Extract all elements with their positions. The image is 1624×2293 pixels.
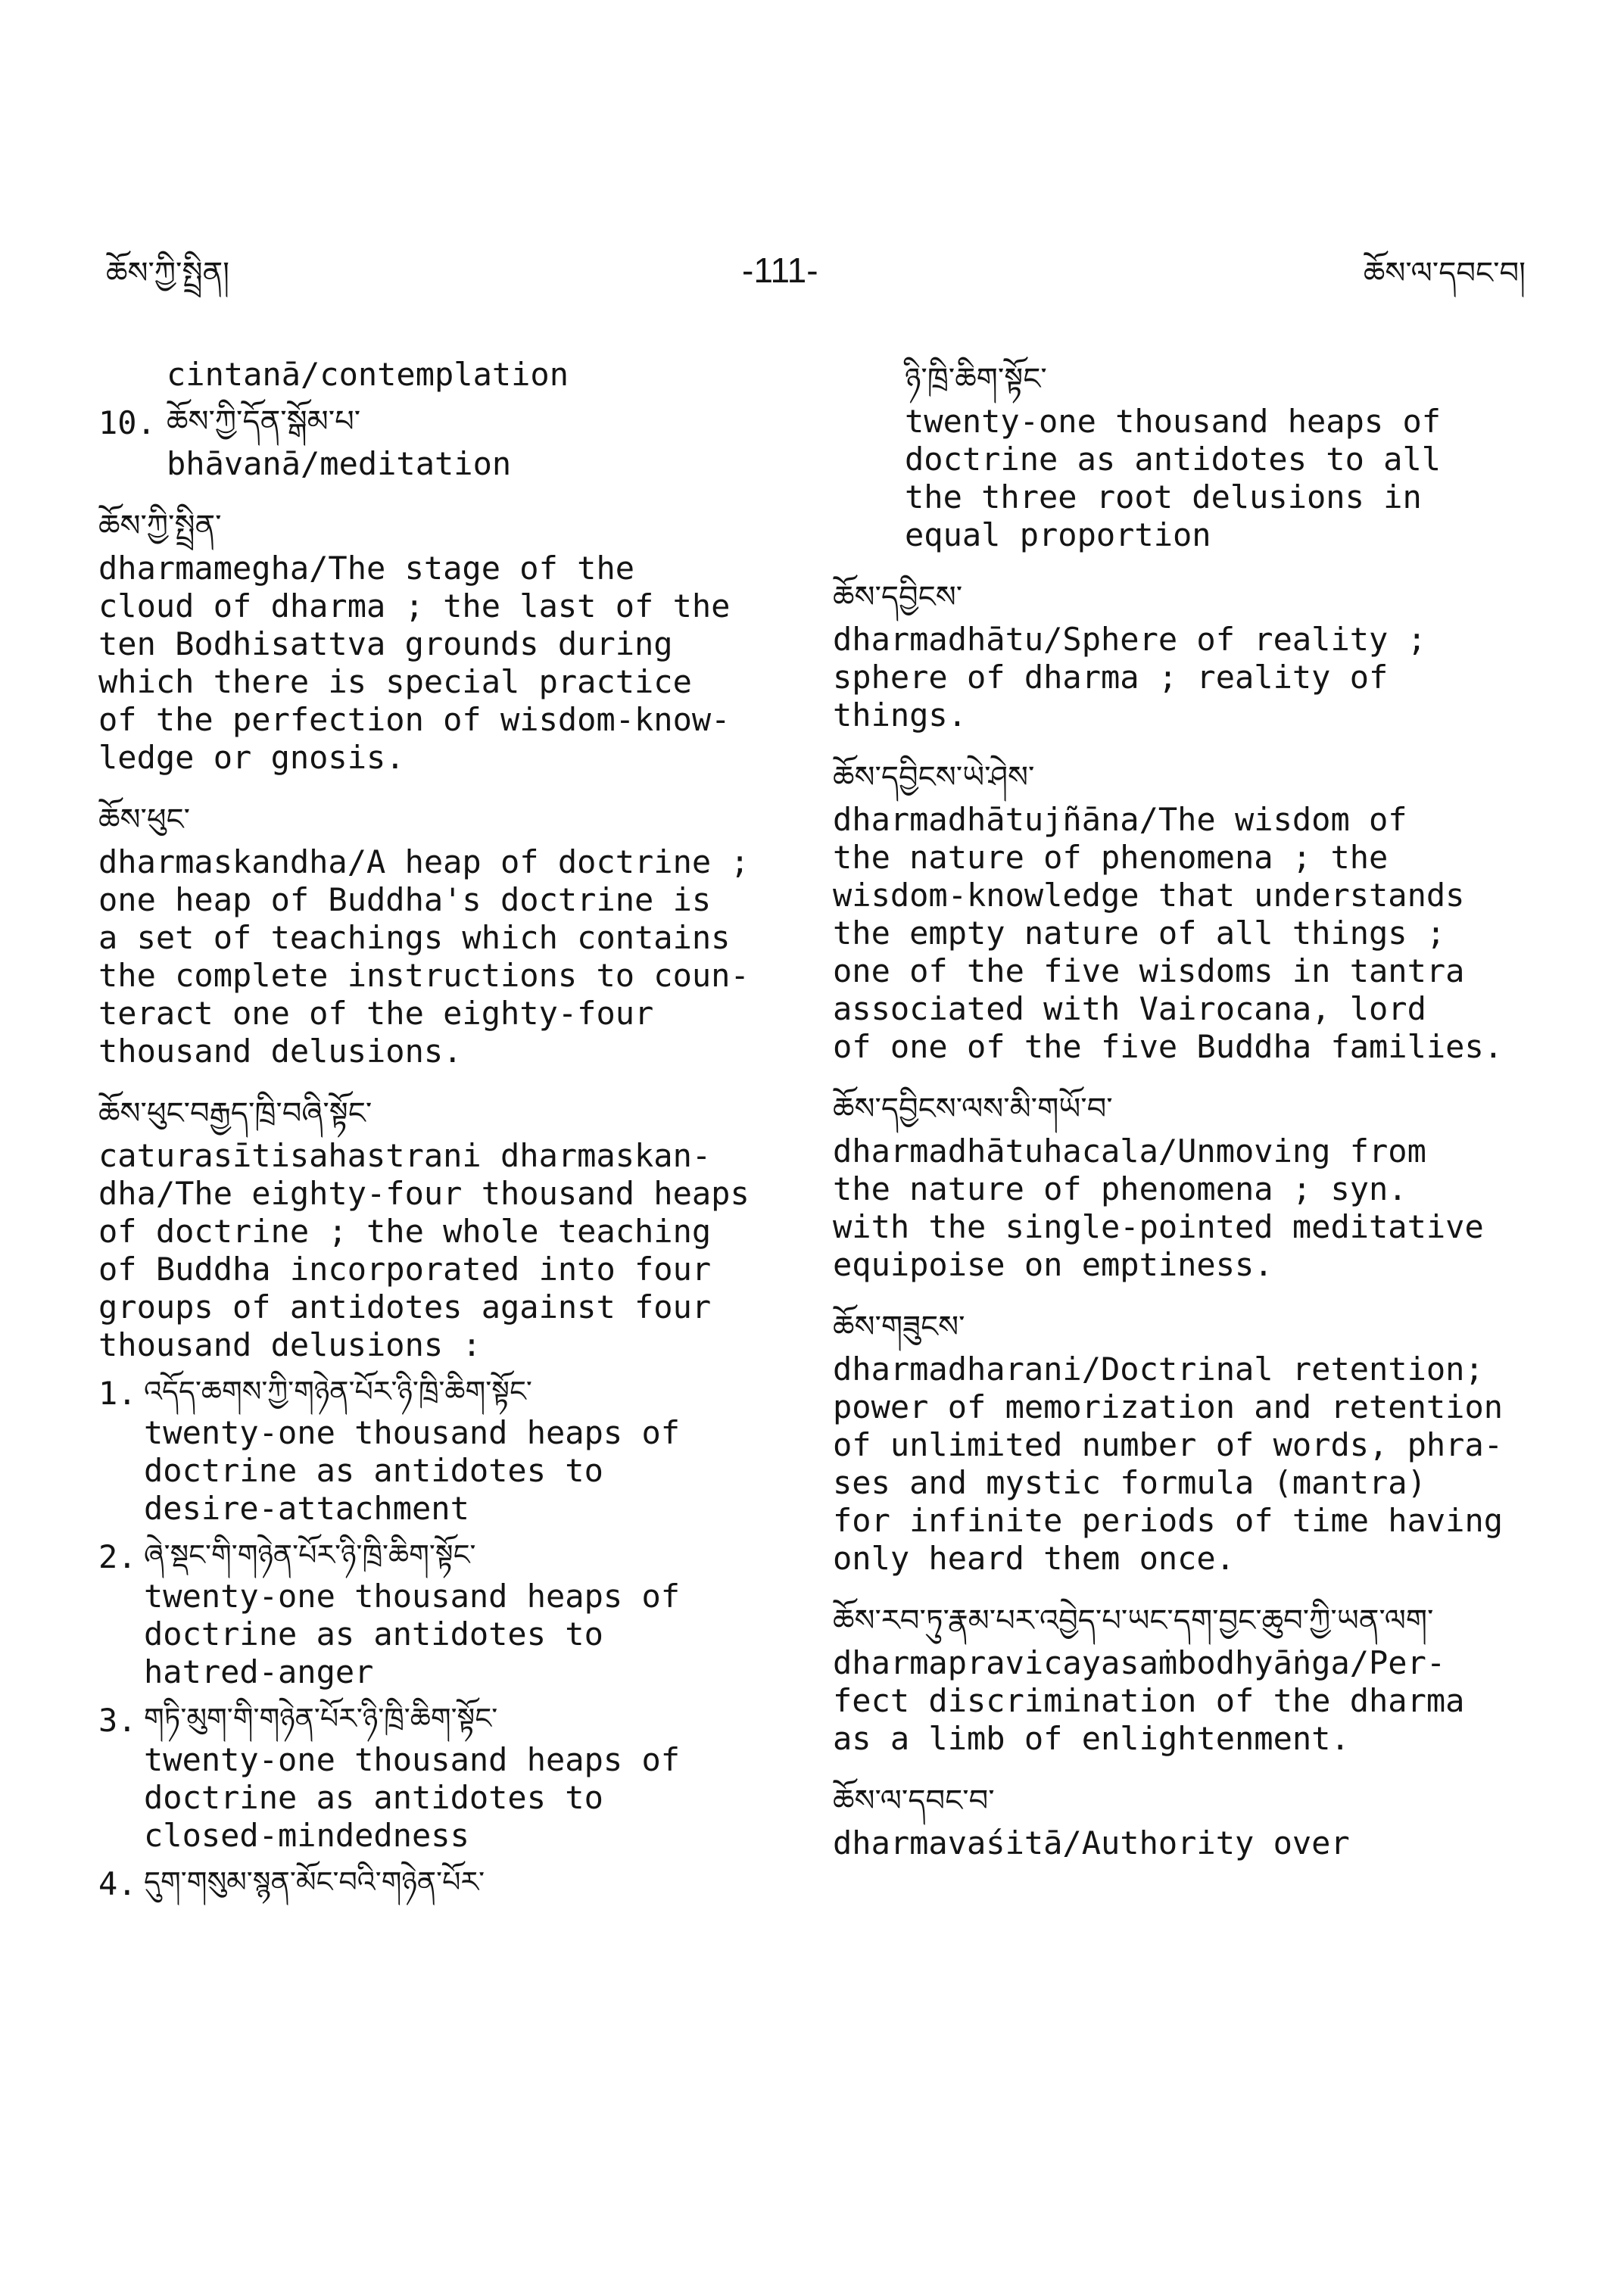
entry-term: ཆོས་ཀྱི་སྤྲིན་ <box>98 509 222 544</box>
item-tibetan: ཆོས་ཀྱི་དོན་སྒོམ་པ་ <box>167 404 361 439</box>
item-text: twenty-one thousand heaps of doctrine as antidotes to all the three root delusions in equal proportion <box>905 403 1442 553</box>
entry-definition: dharmadhātuhacala/Unmoving from the nature of phenomena ; syn. with the single-pointed meditative equipoise on emptiness. <box>833 1132 1484 1283</box>
dictionary-entry <box>98 796 765 1070</box>
entry-term: ཆོས་དབྱིངས་ཡེ་ཤེས་ <box>833 760 1035 795</box>
sub-item <box>98 1859 765 1905</box>
sub-item <box>98 1532 765 1691</box>
item-text: twenty-one thousand heaps of doctrine as antidotes to closed-mindedness <box>144 1741 681 1854</box>
item-number: 2. <box>98 1538 137 1575</box>
running-head-left: ཆོས་ཀྱི་སྤྲིན། <box>106 256 229 291</box>
item-number: 1. <box>98 1375 137 1412</box>
dictionary-entry <box>833 1086 1529 1284</box>
item-text: twenty-one thousand heaps of doctrine as antidotes to hatred-anger <box>144 1578 681 1690</box>
item-tibetan: དུག་གསུམ་སྙན་མོང་བའི་གཉེན་པོར་ <box>144 1865 485 1899</box>
entry-term: ཆོས་ལ་དབང་བ་ <box>833 1784 995 1818</box>
entry-term: ཆོས་རབ་ཏུ་རྣམ་པར་འབྱེད་པ་ཡང་དག་བྱང་ཆུབ་ཀྱི་ཡན་ལག་ <box>833 1603 1434 1638</box>
item-number: 3. <box>98 1702 137 1739</box>
entry-definition: dharmavaśitā/Authority over <box>833 1824 1350 1862</box>
dictionary-entry <box>833 1597 1529 1758</box>
continued-sub-item <box>833 356 1529 554</box>
running-head-right: ཆོས་ལ་དབང་བ། <box>1363 256 1526 291</box>
sub-item <box>98 1369 765 1528</box>
dictionary-entry <box>833 754 1529 1066</box>
entry-definition: caturasītisahastrani dharmaskan- dha/The eighty-four thousand heaps of doctrine ; the whole teaching of Buddha incorporated into four groups of antidotes against four thousand delusions : <box>98 1137 750 1363</box>
sub-item <box>98 1696 765 1855</box>
page-number: -111- <box>742 251 818 290</box>
entry-term: ཆོས་ཕུང་བརྒྱད་ཁྲི་བཞི་སྟོང་ <box>98 1096 372 1131</box>
item-tibetan: ཉི་ཁྲི་ཆིག་སྟོང་ <box>905 362 1047 397</box>
entry-definition: dharmadhātujñāna/The wisdom of the nature of phenomena ; the wisdom-knowledge that understands the empty nature of all things ; one of the five wisdoms in tantra associated with Vairocana, lord of one of the five Buddha families. <box>833 801 1504 1065</box>
item-number: 4. <box>98 1865 137 1902</box>
dictionary-entry <box>833 1777 1529 1862</box>
entry-definition: dharmapravicayasaṁbodhyāṅga/Per- fect discrimination of the dharma as a limb of enlightenment. <box>833 1644 1465 1757</box>
entry-definition: dharmaskandha/A heap of doctrine ; one heap of Buddha's doctrine is a set of teachings which contains the complete instructions to coun- teract one of the eighty-four thousand delusions. <box>98 843 750 1070</box>
continued-text: cintanā/contemplation <box>167 356 569 393</box>
dictionary-entry <box>98 1090 765 1905</box>
item-text: bhāvanā/meditation <box>167 445 512 482</box>
entry-definition: dharmadharani/Doctrinal retention; power of memorization and retention of unlimited number of words, phra- ses and mystic formula (mantra) for infinite periods of time having only heard them once. <box>833 1351 1504 1577</box>
right-column <box>833 356 1529 1882</box>
entry-term: ཆོས་གཟུངས་ <box>833 1310 965 1344</box>
numbered-item-10 <box>98 398 765 483</box>
entry-term: ཆོས་དབྱིངས་ <box>833 580 963 615</box>
entry-term: ཆོས་ཕུང་ <box>98 802 190 837</box>
left-column <box>98 356 765 1924</box>
item-tibetan: འདོད་ཆགས་ཀྱི་གཉེན་པོར་ཉི་ཁྲི་ཆིག་སྟོང་ <box>144 1375 532 1408</box>
entry-definition: dharmamegha/The stage of the cloud of dharma ; the last of the ten Bodhisattva grounds during which there is special practice of the perfection of wisdom-know- ledge or gnosis. <box>98 550 731 776</box>
dictionary-entry <box>98 503 765 777</box>
dictionary-entry <box>833 1304 1529 1578</box>
item-text: twenty-one thousand heaps of doctrine as antidotes to desire-attachment <box>144 1414 681 1527</box>
item-number: 10. <box>98 404 156 441</box>
entry-term: ཆོས་དབྱིངས་ལས་མི་གཡོ་བ་ <box>833 1092 1113 1126</box>
item-tibetan: གཏི་མུག་གི་གཉེན་པོར་ཉི་ཁྲི་ཆིག་སྟོང་ <box>144 1702 498 1735</box>
entry-definition: dharmadhātu/Sphere of reality ; sphere of dharma ; reality of things. <box>833 621 1426 734</box>
dictionary-entry <box>833 574 1529 734</box>
item-tibetan: ཞེ་སྡང་གི་གཉེན་པོར་ཉི་ཁྲི་ཆིག་སྟོང་ <box>144 1538 476 1572</box>
